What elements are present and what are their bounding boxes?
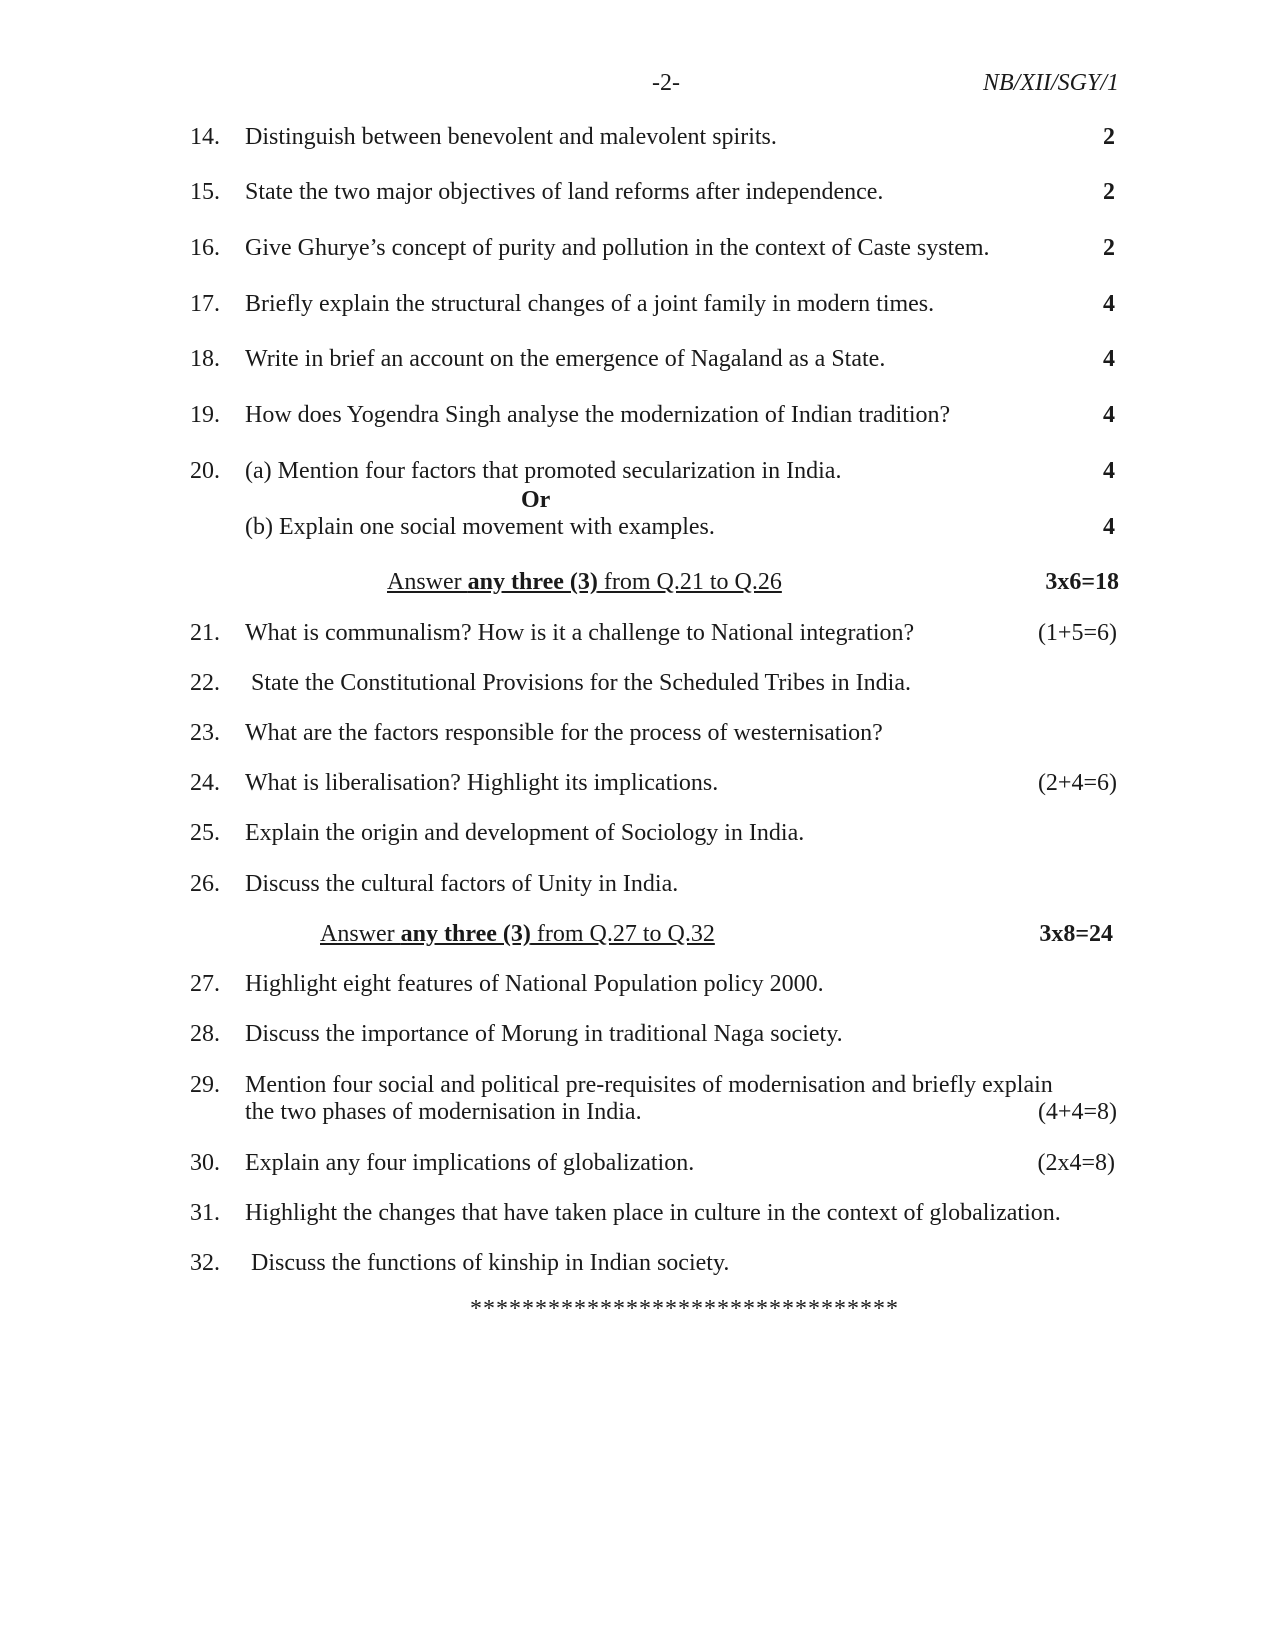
question-number: 18. [190, 346, 220, 372]
question-number: 22. [190, 670, 220, 696]
question-text: Explain any four implications of globalization. [245, 1150, 695, 1176]
question-number: 31. [190, 1200, 220, 1226]
question-text: Discuss the importance of Morung in traditional Naga society. [245, 1021, 843, 1047]
end-marker: ********************************* [470, 1296, 899, 1322]
page-number: -2- [652, 70, 680, 96]
question-number: 24. [190, 770, 220, 796]
question-number: 20. [190, 458, 220, 484]
question-text: Distinguish between benevolent and malevolent spirits. [245, 124, 777, 150]
question-text: What are the factors responsible for the process of westernisation? [245, 720, 883, 746]
question-marks: (4+4=8) [1037, 1099, 1117, 1125]
question-marks: 4 [1103, 291, 1115, 317]
question-text: What is communalism? How is it a challenge to National integration? [245, 620, 915, 646]
question-number: 23. [190, 720, 220, 746]
question-marks: (1+5=6) [1037, 620, 1117, 646]
question-number: 15. [190, 179, 220, 205]
question-marks-b: 4 [1103, 514, 1115, 540]
question-text: Briefly explain the structural changes of a joint family in modern times. [245, 291, 935, 317]
or-separator: Or [521, 487, 551, 513]
question-text: Highlight the changes that have taken place in culture in the context of globalization. [245, 1200, 1061, 1226]
question-marks: (2+4=6) [1037, 770, 1117, 796]
question-text: How does Yogendra Singh analyse the modernization of Indian tradition? [245, 402, 951, 428]
question-text: State the two major objectives of land reforms after independence. [245, 179, 884, 205]
question-text-line1: Mention four social and political pre-requisites of modernisation and briefly explain [245, 1072, 1053, 1098]
question-text: Highlight eight features of National Population policy 2000. [245, 971, 824, 997]
question-number: 27. [190, 971, 220, 997]
question-marks: 2 [1103, 124, 1115, 150]
question-part-a: (a) Mention four factors that promoted secularization in India. [245, 458, 842, 484]
question-number: 32. [190, 1250, 220, 1276]
question-marks-a: 4 [1103, 458, 1115, 484]
question-marks: 2 [1103, 179, 1115, 205]
question-text: Explain the origin and development of Sociology in India. [245, 820, 805, 846]
question-part-b: (b) Explain one social movement with examples. [245, 514, 715, 540]
question-number: 21. [190, 620, 220, 646]
question-text-line2: the two phases of modernisation in India. [245, 1099, 642, 1125]
question-marks: 2 [1103, 235, 1115, 261]
question-marks: 4 [1103, 346, 1115, 372]
section-instruction: Answer any three (3) from Q.27 to Q.32 [320, 921, 715, 947]
section-marks: 3x6=18 [1045, 569, 1119, 595]
question-number: 28. [190, 1021, 220, 1047]
question-text: Discuss the cultural factors of Unity in India. [245, 871, 679, 897]
question-marks: (2x4=8) [1037, 1150, 1115, 1176]
question-marks: 4 [1103, 402, 1115, 428]
question-number: 16. [190, 235, 220, 261]
question-number: 14. [190, 124, 220, 150]
question-number: 26. [190, 871, 220, 897]
paper-code: NB/XII/SGY/1 [983, 70, 1119, 96]
question-text: What is liberalisation? Highlight its implications. [245, 770, 719, 796]
question-text: Write in brief an account on the emergence of Nagaland as a State. [245, 346, 886, 372]
question-number: 19. [190, 402, 220, 428]
question-text: State the Constitutional Provisions for the Scheduled Tribes in India. [245, 670, 911, 696]
question-number: 29. [190, 1072, 220, 1098]
section-marks: 3x8=24 [1039, 921, 1113, 947]
question-text: Discuss the functions of kinship in Indian society. [245, 1250, 730, 1276]
question-number: 25. [190, 820, 220, 846]
section-instruction: Answer any three (3) from Q.21 to Q.26 [387, 569, 782, 595]
question-number: 30. [190, 1150, 220, 1176]
question-number: 17. [190, 291, 220, 317]
question-text: Give Ghurye’s concept of purity and pollution in the context of Caste system. [245, 235, 990, 261]
